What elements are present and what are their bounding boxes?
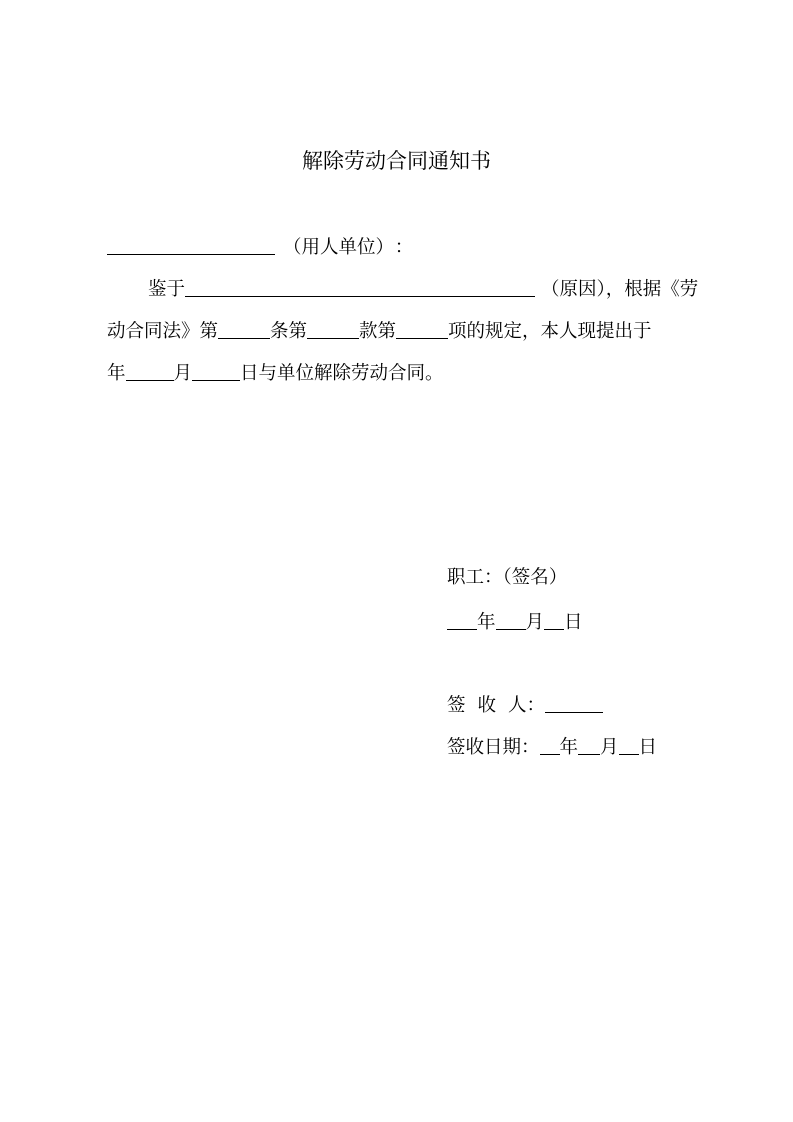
employee-month-label: 月 [525, 612, 545, 633]
receiver-char-1: 签 [447, 695, 466, 716]
addressee-suffix: （用人单位） [283, 237, 385, 258]
paragraph-line-3 [107, 358, 444, 387]
receipt-month-blank[interactable] [578, 734, 600, 755]
para-line2-c: 款第 [359, 321, 397, 342]
para-prefix: 鉴于 [148, 279, 186, 300]
paragraph-line-1 [148, 274, 698, 303]
employee-year-blank[interactable] [447, 609, 477, 630]
receipt-date-label: 签收日期： [447, 737, 540, 758]
receipt-day-blank[interactable] [619, 734, 639, 755]
para-line2-b: 条第 [270, 321, 308, 342]
addressee-line [107, 232, 413, 261]
month-blank[interactable] [126, 360, 174, 381]
paragraph-line-2 [107, 316, 652, 345]
receiver-char-3: 人： [508, 695, 546, 716]
para-line3-year: 年 [107, 363, 126, 384]
para-line2-d: 项的规定，本人现提出于 [448, 321, 652, 342]
employee-date-line [447, 607, 583, 636]
employee-day-label: 日 [564, 612, 583, 633]
employee-signature-label: 职工：（签名） [447, 567, 568, 588]
receiver-char-2: 收 [477, 695, 497, 716]
receipt-date-line [447, 732, 657, 761]
receipt-year-blank[interactable] [540, 734, 560, 755]
addressee-colon: ： [394, 237, 414, 258]
para-line1-suffix: （原因），根据《劳 [541, 279, 699, 300]
day-blank[interactable] [192, 360, 240, 381]
receipt-year-label: 年 [559, 737, 579, 758]
receipt-month-label: 月 [600, 737, 619, 758]
employer-blank[interactable] [107, 234, 275, 255]
article-blank[interactable] [218, 318, 270, 339]
employee-year-label: 年 [477, 612, 496, 633]
para-line3-month: 月 [173, 363, 193, 384]
employee-day-blank[interactable] [544, 609, 564, 630]
para-line3-rest: 日与单位解除劳动合同。 [240, 363, 444, 384]
reason-blank[interactable] [185, 276, 535, 297]
clause-blank[interactable] [307, 318, 359, 339]
para-line2-a: 动合同法》第 [107, 321, 219, 342]
receiver-line [447, 690, 603, 719]
employee-month-blank[interactable] [496, 609, 526, 630]
item-blank[interactable] [396, 318, 448, 339]
receiver-blank[interactable] [545, 692, 603, 713]
receipt-day-label: 日 [638, 737, 658, 758]
document-title: 解除劳动合同通知书 [302, 149, 491, 173]
